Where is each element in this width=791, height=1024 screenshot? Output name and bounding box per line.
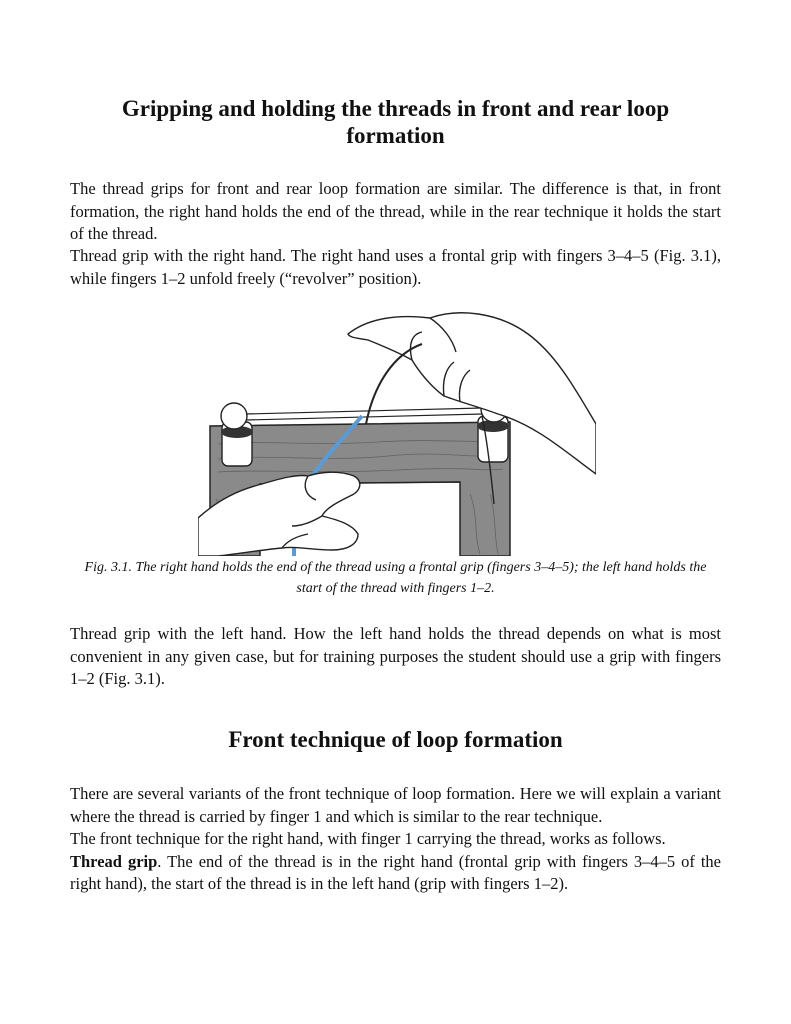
thread-grip-description: . The end of the thread is in the right hand (frontal grip with fingers 3–4–5 of the right hand), the start of the thread is in the left hand (grip with fingers 1–2). (70, 851, 721, 893)
hands-illustration (198, 304, 596, 556)
section-heading-front-technique: Front technique of loop formation (228, 727, 563, 752)
paragraph-front-technique-right-hand: The front technique for the right hand, with finger 1 carrying the thread, works as follows. (70, 829, 666, 848)
paragraph-variants: There are several variants of the front technique of loop formation. Here we will explain a variant where the thread is carried by finger 1 and which is similar to the rear technique. (70, 784, 721, 826)
section-heading-gripping: Gripping and holding the threads in front and rear loop formation (121, 96, 670, 148)
figure-caption: Fig. 3.1. The right hand holds the end of the thread using a frontal grip (fingers 3–4–5); the left hand holds the start of the thread with fingers 1–2. (84, 560, 707, 596)
thread-rods (246, 408, 482, 420)
paragraph-right-hand-grip: Thread grip with the right hand. The right hand uses a frontal grip with fingers 3–4–5 (Fig. 3.1), while fingers 1–2 unfold freely (“revolver” position). (70, 246, 721, 288)
paragraph-intro: The thread grips for front and rear loop formation are similar. The difference is that, in front formation, the right hand holds the end of the thread, while in the rear technique it holds the start of the thread. (70, 179, 721, 243)
paragraph-front-technique (70, 783, 721, 896)
thread-grip-term: Thread grip (70, 851, 158, 871)
paragraph-left-hand-grip: Thread grip with the left hand. How the left hand holds the thread depends on what is most convenient in any given case, but for training purposes the student should use a grip with fingers 1–2 (Fig. 3.1). (70, 624, 721, 688)
figure-hands-thread-frame (198, 304, 596, 556)
paragraph-thread-grip (70, 851, 721, 896)
